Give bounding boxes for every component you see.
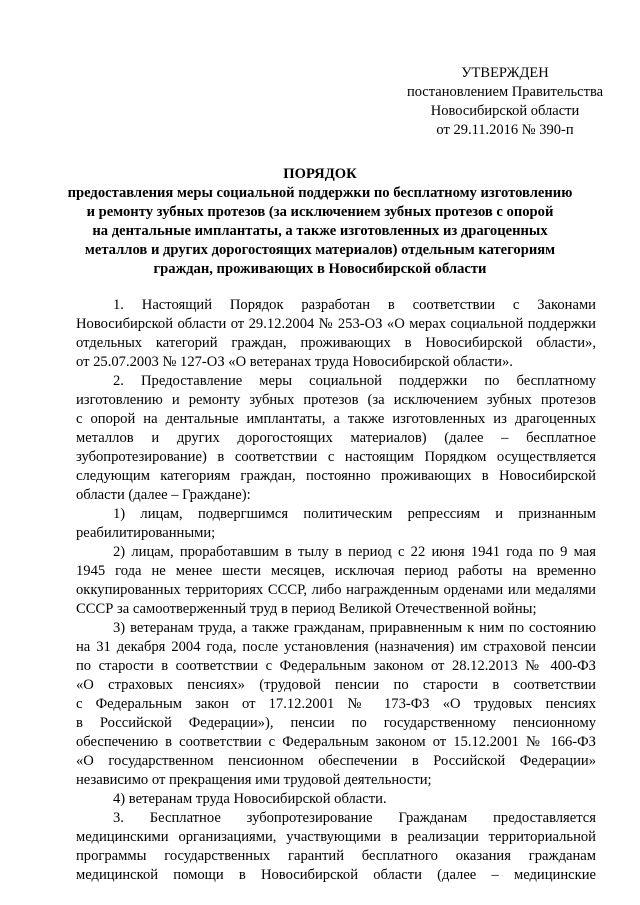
paragraph-line: с Федеральным закон от 17.12.2001 № 173-ФЗ «О трудовых пенсиях (76, 696, 596, 712)
title-line: предоставления меры социальной поддержки по бесплатному изготовлению (67, 185, 573, 201)
paragraph-line: оккупированных территориях СССР, либо награжденным орденами или медалями (76, 582, 596, 598)
paragraph-line: на 31 декабря 2004 года, после установления (назначения) им страховой пенсии (76, 639, 596, 655)
paragraph-line: по старости в соответствии с Федеральным законом от 28.12.2013 № 400-ФЗ (76, 658, 596, 674)
paragraph-line: отдельных категорий граждан, проживающих в Новосибирской области», (76, 335, 596, 351)
paragraph-line: 1945 года не менее шести месяцев, исключая период работы на временно (76, 563, 596, 579)
title-line: граждан, проживающих в Новосибирской области (153, 261, 487, 277)
title-line: на дентальные имплантаты, а также изготовленных из драгоценных (92, 223, 548, 239)
approval-line: Новосибирской области (430, 103, 580, 119)
document-title (60, 165, 580, 279)
paragraph-line: СССР за самоотверженный труд в период Великой Отечественной войны; (76, 601, 537, 617)
paragraph-line: в Российской Федерации»), пенсии по государственному пенсионному (76, 715, 596, 731)
paragraph-line: 3. Бесплатное зубопротезирование Гражданам предоставляется (113, 810, 596, 826)
paragraph-line: медицинской помощи в Новосибирской области (далее – медицинские (76, 867, 596, 883)
document-body (76, 296, 596, 885)
approval-line: постановлением Правительства (406, 84, 604, 100)
paragraph-line: Новосибирской области от 29.12.2004 № 253-ОЗ «О мерах социальной поддержки (76, 316, 596, 332)
paragraph-line: области (далее – Граждане): (76, 487, 251, 503)
paragraph-line: программы государственных гарантий бесплатного оказания гражданам (76, 848, 596, 864)
paragraph-line: «О страховых пенсиях» (трудовой пенсии по старости в соответствии (76, 677, 596, 693)
paragraph-line: 1) лицам, подвергшимся политическим репрессиям и признанным (113, 506, 596, 522)
paragraph-line: металлов и других дорогостоящих материалов) (далее – бесплатное (76, 430, 596, 446)
paragraph-line: 2. Предоставление меры социальной поддержки по бесплатному (113, 373, 596, 389)
paragraph-line: 3) ветеранам труда, а также гражданам, приравненным к ним по состоянию (113, 620, 596, 636)
title-line: металлов и других дорогостоящих материалов) отдельным категориям (84, 242, 556, 258)
paragraph-line: 1. Настоящий Порядок разработан в соответствии с Законами (113, 297, 596, 313)
paragraph-line: от 25.07.2003 № 127-ОЗ «О ветеранах труда Новосибирской области». (76, 354, 513, 370)
paragraph-line: независимо от прекращения ими трудовой деятельности; (76, 772, 432, 788)
paragraph-line: реабилитированными; (76, 525, 216, 541)
paragraph-line: зубопротезирование) в соответствии с настоящим Порядком осуществляется (76, 449, 596, 465)
paragraph-line: 4) ветеранам труда Новосибирской области. (113, 791, 387, 807)
paragraph-line: медицинскими организациями, участвующими в реализации территориальной (76, 829, 596, 845)
title-line: и ремонту зубных протезов (за исключением зубных протезов с опорой (86, 204, 554, 220)
paragraph-line: следующим категориям граждан, постоянно проживающих в Новосибирской (76, 468, 596, 484)
paragraph-line: с опорой на дентальные имплантаты, а также изготовленных из драгоценных (76, 411, 596, 427)
approval-date: от 29.11.2016 № 390-п (436, 122, 574, 138)
approval-stamp (385, 64, 625, 140)
paragraph-line: обеспечению в соответствии с Федеральным законом от 15.12.2001 № 166-ФЗ (76, 734, 596, 750)
paragraph-line: 2) лицам, проработавшим в тылу в период с 22 июня 1941 года по 9 мая (113, 544, 596, 560)
paragraph-line: изготовлению и ремонту зубных протезов (за исключением зубных протезов (76, 392, 596, 408)
approval-title: УТВЕРЖДЕН (461, 65, 549, 81)
title-heading: ПОРЯДОК (283, 166, 357, 182)
paragraph-line: «О государственном пенсионном обеспечении в Российской Федерации» (76, 753, 596, 769)
